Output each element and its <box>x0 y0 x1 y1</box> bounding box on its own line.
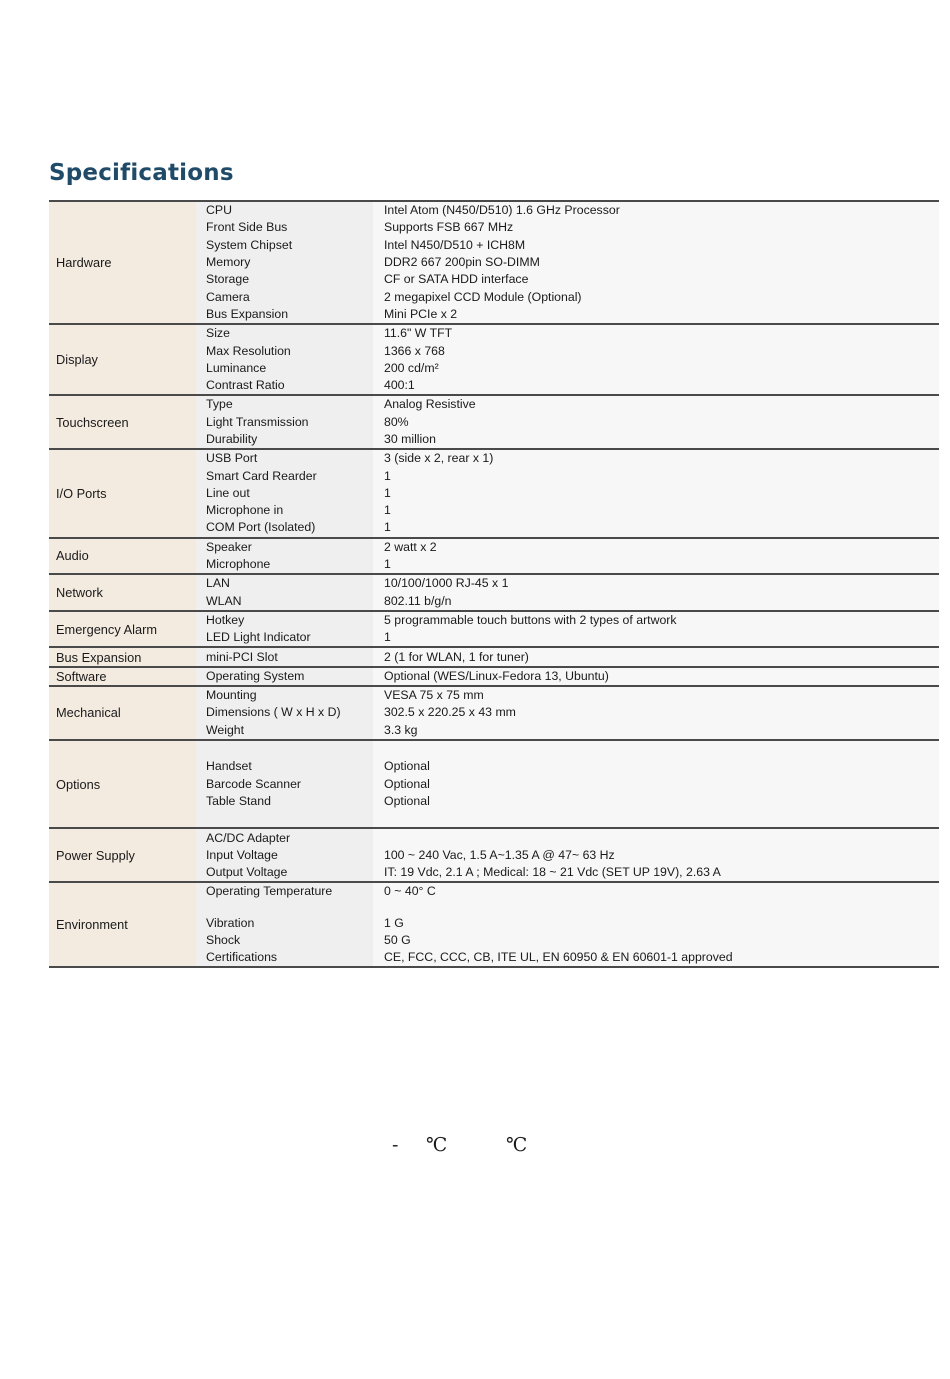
spec-item-value: 50 G <box>373 932 939 949</box>
spec-section <box>49 828 939 882</box>
spec-item-value: 30 million <box>373 431 939 449</box>
spec-item-value: 1 <box>373 502 939 519</box>
spec-item-label: Input Voltage <box>196 847 373 864</box>
spec-row <box>49 538 939 556</box>
spec-category: Environment <box>49 882 196 967</box>
spec-item-label: Vibration <box>196 915 373 932</box>
spec-item-label: Table Stand <box>196 793 373 810</box>
spec-category: Touchscreen <box>49 395 196 449</box>
spec-item-value <box>373 740 939 758</box>
spec-item-label: Microphone in <box>196 502 373 519</box>
spec-item-label: LED Light Indicator <box>196 629 373 647</box>
spec-item-value: CF or SATA HDD interface <box>373 271 939 288</box>
spec-item-label: Front Side Bus <box>196 219 373 236</box>
spec-item-value <box>373 810 939 828</box>
spec-item-value: Intel N450/D510 + ICH8M <box>373 237 939 254</box>
spec-item-value: 1366 x 768 <box>373 342 939 359</box>
spec-item-value: 80% <box>373 414 939 431</box>
spec-item-value <box>373 828 939 846</box>
spec-item-value: 10/100/1000 RJ-45 x 1 <box>373 574 939 592</box>
spec-category: Display <box>49 324 196 395</box>
spec-item-value: 0 ~ 40° C <box>373 882 939 900</box>
spec-category: Emergency Alarm <box>49 611 196 648</box>
temperature-dash: - <box>392 1134 399 1156</box>
page-title: Specifications <box>49 160 234 186</box>
spec-item-label <box>196 740 373 758</box>
spec-item-value: 3 (side x 2, rear x 1) <box>373 449 939 467</box>
spec-item-value: 802.11 b/g/n <box>373 593 939 611</box>
spec-item-label: Microphone <box>196 556 373 574</box>
celsius-symbol: ℃ <box>506 1134 528 1156</box>
spec-category: Network <box>49 574 196 611</box>
spec-section <box>49 611 939 648</box>
spec-item-label: Contrast Ratio <box>196 377 373 395</box>
spec-item-label: CPU <box>196 201 373 219</box>
spec-item-value: 11.6" W TFT <box>373 324 939 342</box>
spec-section <box>49 647 939 666</box>
spec-section <box>49 538 939 575</box>
spec-item-label: USB Port <box>196 449 373 467</box>
spec-item-label: Size <box>196 324 373 342</box>
spec-item-label: Storage <box>196 271 373 288</box>
spec-item-label: WLAN <box>196 593 373 611</box>
spec-item-value: Mini PCIe x 2 <box>373 306 939 324</box>
temperature-note <box>392 1134 542 1158</box>
spec-row <box>49 611 939 629</box>
spec-item-value: 2 (1 for WLAN, 1 for tuner) <box>373 647 939 666</box>
spec-item-value: 1 <box>373 485 939 502</box>
spec-category: Mechanical <box>49 686 196 740</box>
spec-item-label: Luminance <box>196 360 373 377</box>
spec-item-label: Light Transmission <box>196 414 373 431</box>
spec-category: I/O Ports <box>49 449 196 537</box>
spec-item-label: Durability <box>196 431 373 449</box>
spec-category: Software <box>49 667 196 686</box>
spec-item-value: DDR2 667 200pin SO-DIMM <box>373 254 939 271</box>
spec-item-label: Weight <box>196 722 373 740</box>
spec-section <box>49 667 939 686</box>
celsius-symbol: ℃ <box>426 1134 448 1156</box>
spec-item-value: 1 <box>373 556 939 574</box>
spec-item-value: 200 cd/m² <box>373 360 939 377</box>
spec-item-value: 100 ~ 240 Vac, 1.5 A~1.35 A @ 47~ 63 Hz <box>373 847 939 864</box>
spec-row <box>49 324 939 342</box>
spec-item-value: 302.5 x 220.25 x 43 mm <box>373 704 939 721</box>
spec-row <box>49 667 939 686</box>
spec-item-label: Speaker <box>196 538 373 556</box>
spec-row <box>49 395 939 413</box>
spec-category: Bus Expansion <box>49 647 196 666</box>
spec-item-value: Intel Atom (N450/D510) 1.6 GHz Processor <box>373 201 939 219</box>
spec-category: Audio <box>49 538 196 575</box>
spec-section <box>49 449 939 537</box>
spec-item-value: 3.3 kg <box>373 722 939 740</box>
spec-item-label: Mounting <box>196 686 373 704</box>
spec-item-label: Handset <box>196 758 373 775</box>
spec-item-value: Optional (WES/Linux-Fedora 13, Ubuntu) <box>373 667 939 686</box>
spec-item-value: IT: 19 Vdc, 2.1 A ; Medical: 18 ~ 21 Vdc (SET UP 19V), 2.63 A <box>373 864 939 882</box>
spec-section <box>49 740 939 828</box>
spec-item-label: Shock <box>196 932 373 949</box>
spec-item-label: LAN <box>196 574 373 592</box>
spec-row <box>49 201 939 219</box>
spec-item-value <box>373 901 939 915</box>
spec-item-label: mini-PCI Slot <box>196 647 373 666</box>
spec-item-label: Barcode Scanner <box>196 776 373 793</box>
spec-item-label: Camera <box>196 288 373 305</box>
spec-item-value: VESA 75 x 75 mm <box>373 686 939 704</box>
spec-item-label: Operating System <box>196 667 373 686</box>
spec-item-label: Smart Card Rearder <box>196 467 373 484</box>
spec-item-value: CE, FCC, CCC, CB, ITE UL, EN 60950 & EN 60601-1 approved <box>373 949 939 967</box>
spec-row <box>49 574 939 592</box>
spec-category: Options <box>49 740 196 828</box>
spec-row <box>49 647 939 666</box>
spec-item-label: AC/DC Adapter <box>196 828 373 846</box>
spec-item-label: Line out <box>196 485 373 502</box>
spec-item-value: Supports FSB 667 MHz <box>373 219 939 236</box>
spec-item-value: 400:1 <box>373 377 939 395</box>
spec-section <box>49 882 939 967</box>
spec-item-value: Optional <box>373 776 939 793</box>
spec-category: Power Supply <box>49 828 196 882</box>
spec-item-value: 5 programmable touch buttons with 2 types of artwork <box>373 611 939 629</box>
spec-item-value: Optional <box>373 758 939 775</box>
spec-item-label: Memory <box>196 254 373 271</box>
spec-item-label: Output Voltage <box>196 864 373 882</box>
spec-row <box>49 740 939 758</box>
spec-section <box>49 201 939 324</box>
spec-item-label: Operating Temperature <box>196 882 373 900</box>
spec-item-label: Certifications <box>196 949 373 967</box>
spec-category: Hardware <box>49 201 196 324</box>
spec-item-label: Max Resolution <box>196 342 373 359</box>
spec-item-label <box>196 901 373 915</box>
spec-item-label: Hotkey <box>196 611 373 629</box>
spec-section <box>49 686 939 740</box>
spec-item-value: 1 <box>373 629 939 647</box>
spec-item-label: System Chipset <box>196 237 373 254</box>
spec-section <box>49 324 939 395</box>
spec-item-value: 2 megapixel CCD Module (Optional) <box>373 288 939 305</box>
spec-item-label: Type <box>196 395 373 413</box>
spec-section <box>49 395 939 449</box>
spec-row <box>49 882 939 900</box>
spec-item-label: Bus Expansion <box>196 306 373 324</box>
spec-item-value: 2 watt x 2 <box>373 538 939 556</box>
spec-item-label: Dimensions ( W x H x D) <box>196 704 373 721</box>
spec-item-value: 1 <box>373 467 939 484</box>
specifications-table <box>49 200 939 968</box>
spec-row <box>49 449 939 467</box>
spec-item-value: Analog Resistive <box>373 395 939 413</box>
spec-item-label <box>196 810 373 828</box>
spec-row <box>49 828 939 846</box>
spec-row <box>49 686 939 704</box>
spec-item-value: 1 G <box>373 915 939 932</box>
spec-section <box>49 574 939 611</box>
spec-item-label: COM Port (Isolated) <box>196 519 373 537</box>
spec-item-value: 1 <box>373 519 939 537</box>
spec-item-value: Optional <box>373 793 939 810</box>
